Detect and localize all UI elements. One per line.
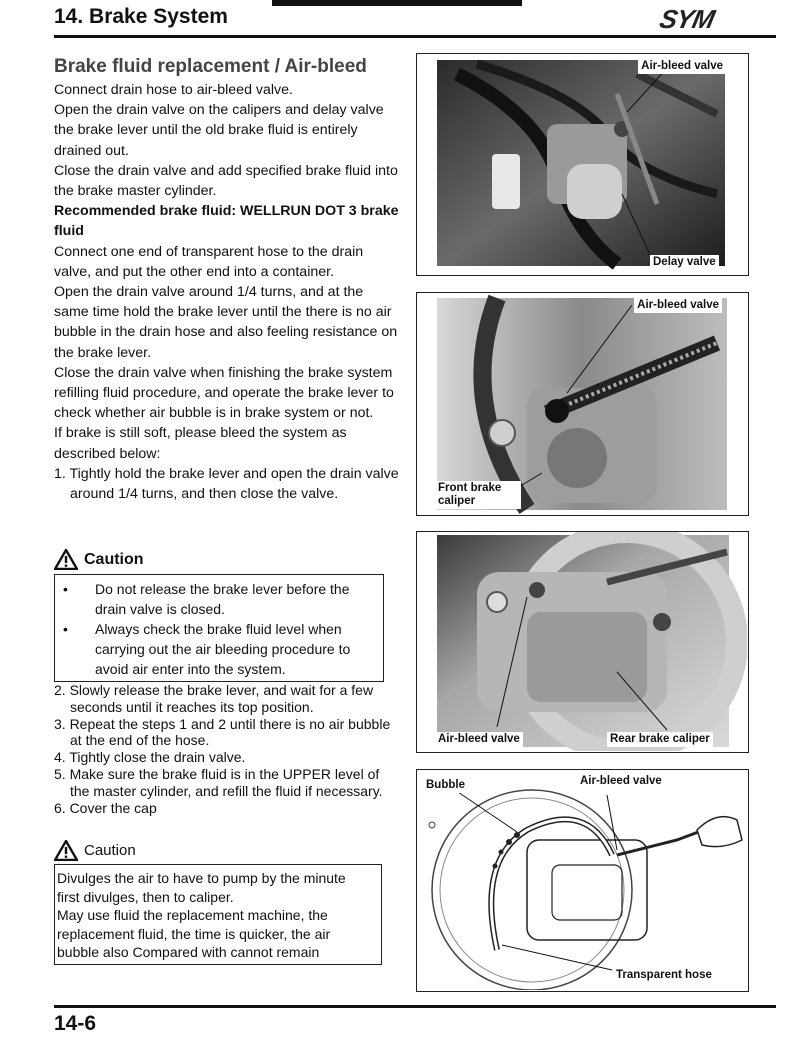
diagram-bleed-hose: [417, 770, 747, 990]
note-line: Divulges the air to have to pump by the minute: [57, 870, 346, 886]
caution-title: Caution: [84, 550, 144, 568]
caution-title: Caution: [84, 842, 136, 859]
note-line: May use fluid the replacement machine, the: [57, 907, 328, 923]
paragraph: Close the drain valve when finishing the brake system refilling fluid procedure, and operate the brake lever to check whether air bubble is in brake system or not.: [54, 364, 394, 422]
label-bubble: Bubble: [423, 778, 468, 793]
chapter-title: 14. Brake System: [54, 5, 228, 28]
label-transparent-hose: Transparent hose: [613, 968, 715, 983]
label-air-bleed-valve: Air-bleed valve: [577, 774, 665, 789]
label-front-brake-caliper: Front brake caliper: [435, 481, 521, 509]
label-air-bleed-valve: Air-bleed valve: [638, 59, 726, 74]
label-air-bleed-valve: Air-bleed valve: [634, 298, 722, 313]
step-item: 3. Repeat the steps 1 and 2 until there is no air bubble at the end of the hose.: [54, 715, 391, 749]
step-item: 2. Slowly release the brake lever, and wait for a few seconds until it reaches its top position.: [54, 682, 374, 715]
step-list: [54, 682, 399, 816]
step-item: 6. Cover the cap: [54, 799, 157, 816]
step-item: 5. Make sure the brake fluid is in the UPPER level of the master cylinder, and refill the fluid if necessary.: [54, 765, 383, 799]
step-item: 4. Tightly close the drain valve.: [54, 749, 246, 766]
note-line: bubble also Compared with cannot remain: [57, 944, 320, 960]
label-rear-brake-caliper: Rear brake caliper: [607, 732, 713, 747]
caution-heading-2: [54, 840, 136, 861]
photo-rear-caliper: [417, 532, 747, 751]
header-rule: [54, 35, 776, 38]
paragraph: Close the drain valve and add specified brake fluid into the brake master cylinder.: [54, 162, 398, 200]
warning-icon: [54, 549, 78, 570]
recommended-fluid: Recommended brake fluid: WELLRUN DOT 3 brake fluid: [54, 203, 399, 240]
procedure-text: [54, 80, 399, 504]
figure-delay-valve: [416, 53, 749, 276]
paragraph: Open the drain valve around 1/4 turns, and at the same time hold the brake lever until the there is no air bubble in the drain hose and also feeling resistance on the brake lever.: [54, 284, 398, 361]
caution-item: • Always check the brake fluid level when carrying out the air bleeding procedure to avoid air enter into the system.: [63, 621, 351, 677]
note-line: first divulges, then to caliper.: [57, 888, 234, 905]
figure-bleed-diagram: [416, 769, 749, 992]
paragraph: Open the drain valve on the calipers and delay valve the brake lever until the old brake fluid is entirely drained out.: [54, 102, 384, 159]
step-1: 1. Tightly hold the brake lever and open the drain valve around 1/4 turns, and then close the valve.: [54, 465, 399, 503]
section-title: Brake fluid replacement / Air-bleed: [54, 56, 367, 77]
brand-logo: SYM: [656, 4, 717, 34]
paragraph: If brake is still soft, please bleed the system as described below:: [54, 425, 347, 462]
paragraph: Connect drain hose to air-bleed valve.: [54, 82, 293, 98]
label-delay-valve: Delay valve: [650, 255, 719, 270]
caution-heading: [54, 549, 144, 570]
label-air-bleed-valve: Air-bleed valve: [435, 732, 523, 747]
page-number: 14-6: [54, 1012, 97, 1035]
note-line: replacement fluid, the time is quicker, the air: [57, 925, 331, 942]
warning-icon: [54, 840, 78, 861]
caution-item: • Do not release the brake lever before the drain valve is closed.: [63, 581, 350, 617]
figure-rear-caliper: [416, 531, 749, 753]
figure-front-caliper: [416, 292, 749, 516]
header-tab-bar: [272, 0, 522, 6]
photo-delay-valve: [417, 54, 747, 274]
paragraph: Connect one end of transparent hose to the drain valve, and put the other end into a container.: [54, 243, 364, 280]
footer-rule: [54, 1005, 776, 1008]
caution-box: [54, 574, 384, 682]
note-box: [54, 864, 382, 965]
